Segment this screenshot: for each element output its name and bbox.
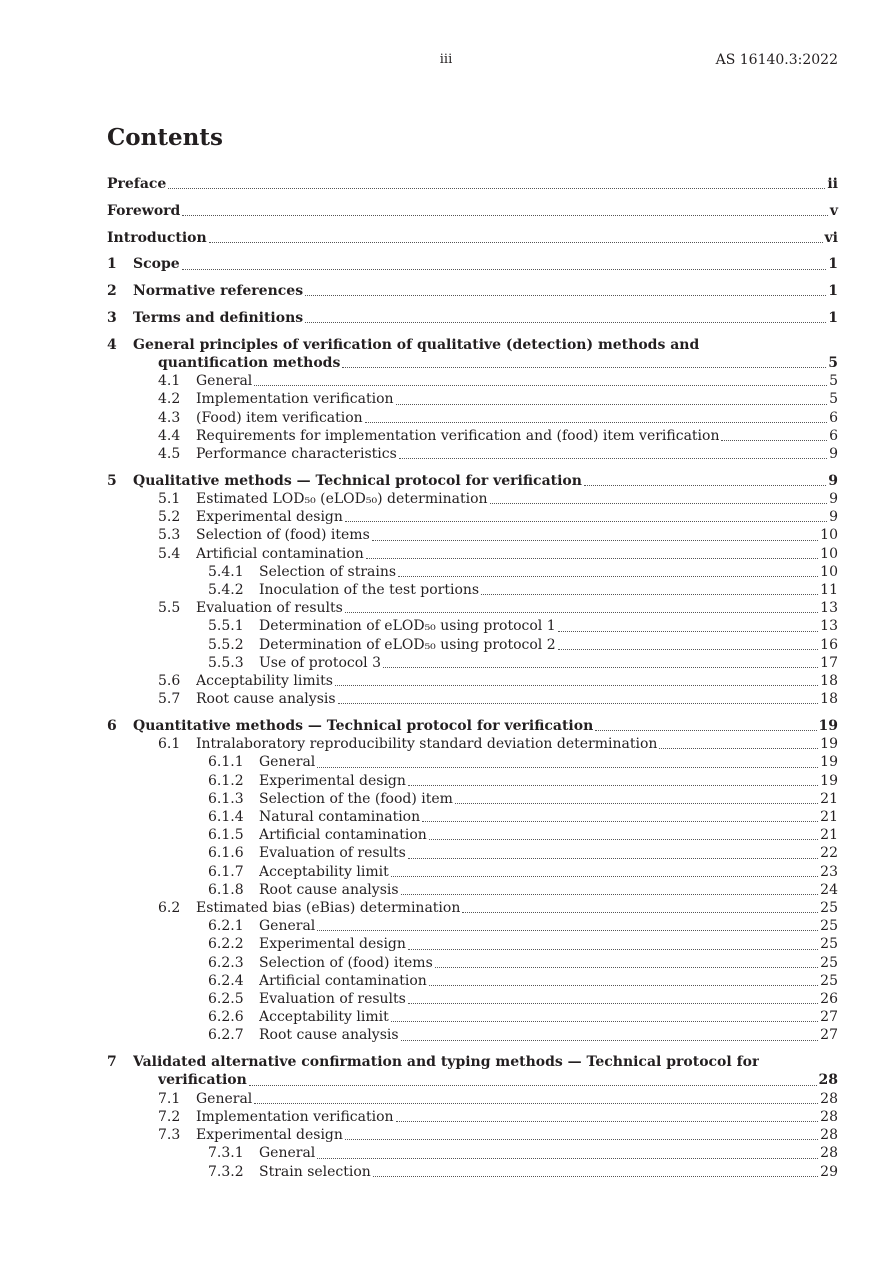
toc-leader-dots bbox=[345, 611, 818, 613]
toc-leader-dots bbox=[391, 1020, 818, 1022]
toc-leader-dots bbox=[399, 457, 827, 459]
toc-page-number: 17 bbox=[820, 654, 838, 671]
toc-entry[interactable] bbox=[107, 409, 838, 427]
toc-entry-title: Foreword bbox=[107, 202, 181, 219]
toc-entry[interactable] bbox=[107, 202, 838, 220]
toc-entry-title: Artificial contamination bbox=[259, 827, 427, 844]
toc-page-number: 21 bbox=[820, 827, 838, 844]
toc-entry[interactable] bbox=[107, 899, 838, 917]
toc-page-number: 25 bbox=[820, 972, 838, 989]
toc-entry-title: Artificial contamination bbox=[259, 972, 427, 989]
toc-entry-title: Selection of strains bbox=[259, 563, 397, 580]
toc-leader-dots bbox=[345, 1138, 818, 1140]
toc-entry-number: 5.7 bbox=[158, 691, 181, 708]
toc-entry[interactable] bbox=[107, 772, 838, 790]
toc-entry-title: Preface bbox=[107, 176, 167, 192]
toc-entry-title: Experimental design bbox=[196, 1127, 343, 1144]
toc-entry-number: 7.3 bbox=[158, 1127, 181, 1144]
toc-page-number: 5 bbox=[829, 373, 838, 390]
toc-entry[interactable] bbox=[107, 917, 838, 935]
toc-leader-dots bbox=[401, 893, 819, 895]
toc-entry-title: Selection of (food) items bbox=[259, 954, 433, 971]
toc-entry-number: 6.1.7 bbox=[208, 863, 244, 880]
toc-leader-dots bbox=[408, 857, 818, 859]
toc-entry-title: Determination of eLOD₅₀ using protocol 2 bbox=[259, 636, 556, 653]
toc-leader-dots bbox=[455, 802, 818, 804]
toc-leader-dots bbox=[595, 729, 816, 731]
toc-entry-number: 6.1.1 bbox=[208, 754, 244, 771]
toc-page-number: 21 bbox=[820, 809, 838, 826]
toc-entry[interactable] bbox=[107, 255, 838, 273]
toc-leader-dots bbox=[254, 1102, 818, 1104]
toc-entry[interactable] bbox=[107, 617, 838, 635]
toc-leader-dots bbox=[721, 439, 827, 441]
toc-entry[interactable] bbox=[107, 717, 838, 735]
toc-entry-title: Experimental design bbox=[196, 509, 343, 526]
toc-leader-dots bbox=[659, 747, 818, 749]
toc-entry[interactable] bbox=[107, 526, 838, 544]
toc-entry-title: General principles of verification of qualitative (detection) methods and bbox=[133, 336, 700, 353]
toc-entry[interactable] bbox=[107, 175, 838, 193]
toc-leader-dots bbox=[342, 366, 826, 368]
toc-entry-title: Inoculation of the test portions bbox=[259, 582, 480, 599]
toc-entry-number: 6.2.4 bbox=[208, 972, 244, 989]
toc-page-number: 19 bbox=[818, 718, 838, 735]
toc-entry-number: 4.2 bbox=[158, 391, 181, 408]
toc-entry-title: Terms and definitions bbox=[133, 309, 304, 326]
toc-page-number: 28 bbox=[820, 1108, 838, 1125]
toc-entry-number: 6.2.5 bbox=[208, 991, 244, 1008]
toc-entry-number: 4.1 bbox=[158, 373, 181, 390]
toc-leader-dots bbox=[338, 702, 819, 704]
toc-entry[interactable] bbox=[107, 445, 838, 463]
toc-leader-dots bbox=[335, 684, 818, 686]
toc-entry-number: 6.1.6 bbox=[208, 845, 244, 862]
toc-entry[interactable] bbox=[107, 427, 838, 445]
toc-page-number: 27 bbox=[820, 1009, 838, 1026]
toc-page-number: 25 bbox=[820, 954, 838, 971]
toc-entry[interactable] bbox=[107, 1053, 838, 1089]
toc-entry-number: 6.2.2 bbox=[208, 936, 244, 953]
toc-page-number: 13 bbox=[820, 618, 838, 635]
toc-entry-number: 6.1.5 bbox=[208, 827, 244, 844]
document-identifier: AS 16140.3:2022 bbox=[715, 52, 838, 68]
toc-leader-dots bbox=[345, 520, 827, 522]
toc-entry[interactable] bbox=[107, 863, 838, 881]
toc-entry[interactable] bbox=[107, 1126, 838, 1144]
toc-page-number: 19 bbox=[820, 754, 838, 771]
toc-page-number: 16 bbox=[820, 636, 838, 653]
toc-entry-title: Implementation verification bbox=[196, 391, 394, 408]
toc-leader-dots bbox=[422, 820, 818, 822]
toc-entry[interactable] bbox=[107, 1090, 838, 1108]
toc-leader-dots bbox=[584, 484, 826, 486]
toc-entry-title: Normative references bbox=[133, 283, 304, 300]
toc-entry-title-continued: verification bbox=[158, 1072, 247, 1089]
toc-leader-dots bbox=[398, 575, 818, 577]
toc-entry[interactable] bbox=[107, 1008, 838, 1026]
toc-entry-title: Use of protocol 3 bbox=[259, 654, 382, 671]
toc-page-number: 21 bbox=[820, 790, 838, 807]
toc-page-number: 6 bbox=[829, 409, 838, 426]
toc-leader-dots bbox=[372, 539, 818, 541]
toc-page-number: 9 bbox=[829, 509, 838, 526]
toc-leader-dots bbox=[481, 593, 818, 595]
toc-entry-title: Estimated bias (eBias) determination bbox=[196, 900, 461, 917]
toc-entry-title: Strain selection bbox=[259, 1163, 371, 1180]
toc-leader-dots bbox=[317, 929, 818, 931]
toc-page-number: 10 bbox=[820, 527, 838, 544]
toc-entry-number: 5.4.2 bbox=[208, 582, 244, 599]
toc-entry-number: 7 bbox=[107, 1054, 117, 1071]
toc-leader-dots bbox=[209, 241, 823, 243]
toc-entry-title: Introduction bbox=[107, 229, 207, 246]
toc-entry-number: 5.6 bbox=[158, 673, 181, 690]
toc-entry-title: Selection of (food) items bbox=[196, 527, 370, 544]
toc-entry-number: 4.5 bbox=[158, 446, 181, 462]
table-of-contents bbox=[107, 175, 838, 1181]
toc-page-number: 10 bbox=[820, 545, 838, 562]
toc-entry[interactable] bbox=[107, 881, 838, 899]
toc-entry-number: 3 bbox=[107, 309, 117, 326]
toc-entry-title: Quantitative methods — Technical protocol for verification bbox=[133, 718, 594, 735]
toc-leader-dots bbox=[462, 911, 818, 913]
toc-entry[interactable] bbox=[107, 1108, 838, 1126]
toc-entry-number: 4.4 bbox=[158, 427, 181, 444]
toc-page-number: 26 bbox=[820, 991, 838, 1008]
toc-page-number: 25 bbox=[820, 918, 838, 935]
toc-entry-number: 5.4 bbox=[158, 545, 181, 562]
toc-entry-title: Root cause analysis bbox=[259, 1027, 399, 1044]
toc-entry-title: Requirements for implementation verification and (food) item verification bbox=[196, 427, 720, 444]
toc-page-number: 25 bbox=[820, 900, 838, 917]
toc-entry-title: Selection of the (food) item bbox=[259, 790, 453, 807]
toc-page-number: 25 bbox=[820, 936, 838, 953]
toc-entry[interactable] bbox=[107, 581, 838, 599]
toc-entry-title: General bbox=[259, 754, 316, 771]
toc-entry-number: 6.2.3 bbox=[208, 954, 244, 971]
toc-entry-number: 6.2.6 bbox=[208, 1009, 244, 1026]
toc-entry-title: Qualitative methods — Technical protocol for verification bbox=[133, 472, 582, 489]
toc-entry-title: Estimated LOD₅₀ (eLOD₅₀) determination bbox=[196, 491, 488, 507]
toc-entry-title: Determination of eLOD₅₀ using protocol 1 bbox=[259, 618, 556, 635]
toc-page-number: 11 bbox=[820, 582, 838, 599]
toc-page-number: 9 bbox=[829, 491, 838, 507]
toc-leader-dots bbox=[429, 838, 818, 840]
toc-leader-dots bbox=[182, 268, 827, 270]
toc-page-number: ii bbox=[827, 176, 838, 192]
toc-entry[interactable] bbox=[107, 826, 838, 844]
toc-leader-dots bbox=[317, 1157, 818, 1159]
toc-page-number: 1 bbox=[828, 256, 838, 273]
toc-entry-number: 5.4.1 bbox=[208, 563, 244, 580]
toc-leader-dots bbox=[408, 784, 818, 786]
toc-entry-number: 6.1 bbox=[158, 736, 181, 753]
toc-entry-title: General bbox=[196, 1090, 253, 1107]
toc-entry-number: 6.1.2 bbox=[208, 772, 244, 789]
toc-leader-dots bbox=[168, 187, 825, 189]
toc-entry-number: 4.3 bbox=[158, 409, 181, 426]
toc-page-number: 18 bbox=[820, 673, 838, 690]
toc-entry-number: 6.2.7 bbox=[208, 1027, 244, 1044]
toc-entry[interactable] bbox=[107, 490, 838, 508]
toc-page-number: 27 bbox=[820, 1027, 838, 1044]
toc-entry[interactable] bbox=[107, 753, 838, 771]
toc-leader-dots bbox=[435, 966, 818, 968]
toc-entry-title: Acceptability limits bbox=[196, 673, 333, 690]
toc-entry[interactable] bbox=[107, 599, 838, 617]
toc-entry-number: 6.2 bbox=[158, 900, 181, 917]
toc-page-number: vi bbox=[824, 229, 838, 246]
toc-page-number: 29 bbox=[820, 1163, 838, 1180]
toc-entry[interactable] bbox=[107, 690, 838, 708]
page-title: Contents bbox=[107, 124, 223, 151]
toc-entry-title: Implementation verification bbox=[196, 1108, 394, 1125]
toc-leader-dots bbox=[383, 666, 818, 668]
toc-entry-title: Experimental design bbox=[259, 772, 406, 789]
toc-page-number: 10 bbox=[820, 563, 838, 580]
toc-entry-title: Acceptability limit bbox=[259, 863, 389, 880]
toc-leader-dots bbox=[317, 766, 818, 768]
toc-page-number: 6 bbox=[829, 427, 838, 444]
toc-page-number: 1 bbox=[828, 309, 838, 326]
toc-leader-dots bbox=[490, 502, 828, 504]
toc-entry[interactable] bbox=[107, 563, 838, 581]
toc-page-number: 9 bbox=[829, 446, 838, 462]
toc-entry-number: 2 bbox=[107, 283, 117, 300]
toc-entry[interactable] bbox=[107, 636, 838, 654]
toc-entry[interactable] bbox=[107, 808, 838, 826]
toc-entry-title: Natural contamination bbox=[259, 809, 421, 826]
toc-entry[interactable] bbox=[107, 1163, 838, 1181]
toc-entry-number: 6 bbox=[107, 718, 117, 735]
toc-entry-number: 5.3 bbox=[158, 527, 181, 544]
toc-entry-number: 7.2 bbox=[158, 1108, 181, 1125]
toc-entry[interactable] bbox=[107, 844, 838, 862]
toc-entry-number: 5 bbox=[107, 472, 117, 489]
toc-leader-dots bbox=[558, 630, 819, 632]
toc-entry[interactable] bbox=[107, 336, 838, 372]
toc-entry-number: 4 bbox=[107, 336, 117, 353]
toc-leader-dots bbox=[429, 984, 818, 986]
toc-entry-title: Validated alternative confirmation and typing methods — Technical protocol for bbox=[133, 1054, 760, 1071]
toc-entry[interactable] bbox=[107, 935, 838, 953]
toc-page-number: 13 bbox=[820, 600, 838, 617]
toc-entry-number: 5.5.1 bbox=[208, 618, 244, 635]
toc-leader-dots bbox=[396, 1120, 819, 1122]
toc-leader-dots bbox=[373, 1175, 818, 1177]
toc-entry[interactable] bbox=[107, 972, 838, 990]
toc-entry-title: Scope bbox=[133, 256, 180, 273]
toc-entry[interactable] bbox=[107, 654, 838, 672]
toc-page-number: 19 bbox=[820, 772, 838, 789]
toc-entry-title: (Food) item verification bbox=[196, 409, 363, 426]
toc-page-number: 18 bbox=[820, 691, 838, 708]
toc-page-number: 28 bbox=[820, 1145, 838, 1162]
toc-leader-dots bbox=[305, 321, 826, 323]
toc-page-number: 19 bbox=[820, 736, 838, 753]
toc-page-number: 5 bbox=[829, 391, 838, 408]
page-number: iii bbox=[439, 52, 453, 67]
toc-entry-title: Root cause analysis bbox=[196, 691, 336, 708]
toc-leader-dots bbox=[249, 1084, 817, 1086]
toc-page-number: 9 bbox=[828, 472, 838, 489]
toc-entry[interactable] bbox=[107, 472, 838, 490]
toc-entry-number: 5.2 bbox=[158, 509, 181, 526]
toc-entry-number: 1 bbox=[107, 256, 117, 273]
toc-entry-title: General bbox=[259, 1145, 316, 1162]
toc-entry[interactable] bbox=[107, 309, 838, 327]
toc-leader-dots bbox=[408, 948, 818, 950]
toc-leader-dots bbox=[254, 384, 827, 386]
toc-entry[interactable] bbox=[107, 735, 838, 753]
toc-entry-number: 5.5.2 bbox=[208, 636, 244, 653]
toc-page-number: 28 bbox=[818, 1072, 838, 1089]
toc-page-number: 28 bbox=[820, 1127, 838, 1144]
toc-entry-title-continued: quantification methods bbox=[158, 354, 341, 371]
toc-leader-dots bbox=[305, 294, 826, 296]
toc-page-number: 28 bbox=[820, 1090, 838, 1107]
toc-entry[interactable] bbox=[107, 390, 838, 408]
toc-leader-dots bbox=[366, 557, 818, 559]
toc-entry-number: 7.3.1 bbox=[208, 1145, 244, 1162]
toc-leader-dots bbox=[408, 1002, 818, 1004]
toc-leader-dots bbox=[558, 648, 819, 650]
toc-entry[interactable] bbox=[107, 954, 838, 972]
toc-leader-dots bbox=[365, 421, 827, 423]
toc-entry-title: Evaluation of results bbox=[196, 600, 343, 617]
toc-entry-title: Performance characteristics bbox=[196, 446, 397, 462]
toc-entry-title: General bbox=[259, 918, 316, 935]
toc-entry-number: 6.2.1 bbox=[208, 918, 244, 935]
toc-entry-number: 5.1 bbox=[158, 491, 181, 507]
toc-entry-title: Evaluation of results bbox=[259, 991, 406, 1008]
toc-entry[interactable] bbox=[107, 282, 838, 300]
toc-entry-number: 6.1.4 bbox=[208, 809, 244, 826]
toc-entry[interactable] bbox=[107, 545, 838, 563]
toc-page-number: 5 bbox=[828, 354, 838, 371]
toc-entry[interactable] bbox=[107, 229, 838, 247]
toc-entry-title: General bbox=[196, 373, 253, 390]
toc-entry[interactable] bbox=[107, 1026, 838, 1044]
toc-entry-number: 6.1.8 bbox=[208, 881, 244, 898]
toc-entry-number: 7.1 bbox=[158, 1090, 181, 1107]
toc-leader-dots bbox=[391, 875, 818, 877]
toc-entry-title: Root cause analysis bbox=[259, 881, 399, 898]
toc-entry-number: 5.5 bbox=[158, 600, 181, 617]
toc-page-number: v bbox=[829, 202, 838, 219]
toc-entry-number: 6.1.3 bbox=[208, 790, 244, 807]
toc-entry[interactable] bbox=[107, 1144, 838, 1162]
toc-entry-title: Evaluation of results bbox=[259, 845, 406, 862]
toc-entry[interactable] bbox=[107, 508, 838, 526]
toc-entry-title: Artificial contamination bbox=[196, 545, 364, 562]
toc-entry[interactable] bbox=[107, 672, 838, 690]
toc-page-number: 22 bbox=[820, 845, 838, 862]
toc-entry[interactable] bbox=[107, 990, 838, 1008]
toc-page-number: 1 bbox=[828, 283, 838, 300]
toc-page-number: 23 bbox=[820, 863, 838, 880]
toc-leader-dots bbox=[401, 1039, 819, 1041]
toc-entry-title: Intralaboratory reproducibility standard deviation determination bbox=[196, 736, 658, 753]
toc-entry-number: 7.3.2 bbox=[208, 1163, 244, 1180]
toc-entry[interactable] bbox=[107, 372, 838, 390]
toc-entry-title: Experimental design bbox=[259, 936, 406, 953]
toc-page-number: 24 bbox=[820, 881, 838, 898]
toc-leader-dots bbox=[396, 403, 828, 405]
toc-entry[interactable] bbox=[107, 790, 838, 808]
toc-entry-title: Acceptability limit bbox=[259, 1009, 389, 1026]
toc-entry-number: 5.5.3 bbox=[208, 654, 244, 671]
toc-leader-dots bbox=[182, 214, 828, 216]
